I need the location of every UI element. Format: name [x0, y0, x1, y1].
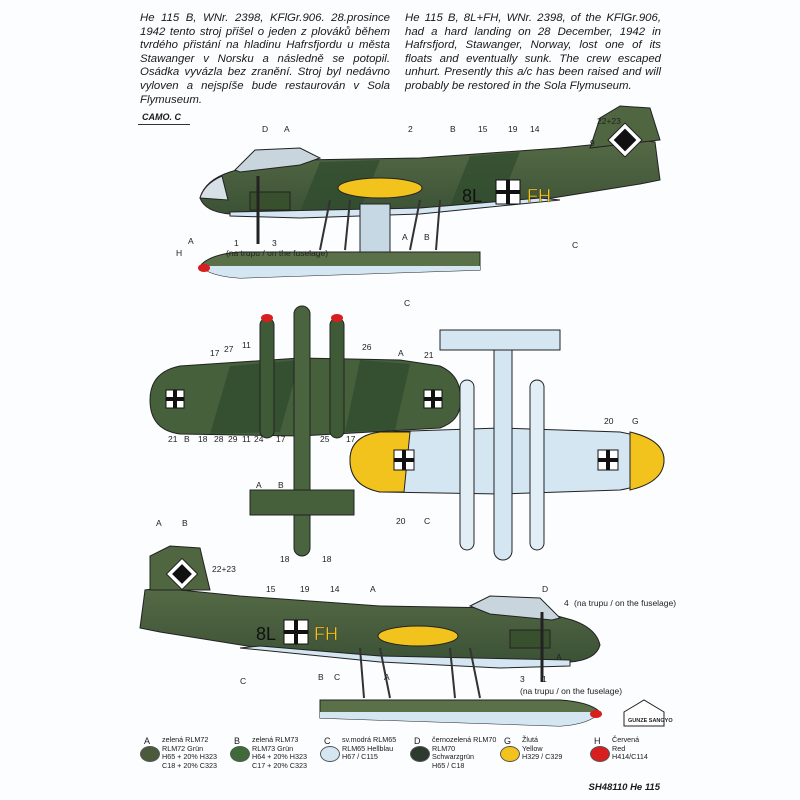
swatch-c	[320, 746, 340, 762]
code-fh-bottom: FH	[314, 624, 338, 644]
legend-g: G Žlutá Yellow H329 / C329	[500, 736, 588, 780]
svg-text:C: C	[424, 516, 431, 526]
svg-text:17: 17	[276, 434, 286, 444]
svg-text:11: 11	[242, 434, 251, 444]
svg-text:(na trupu / on the fuselage): (na trupu / on the fuselage)	[226, 248, 329, 258]
svg-text:D: D	[262, 124, 269, 134]
svg-text:20: 20	[396, 516, 406, 526]
swatch-b	[230, 746, 250, 762]
camo-label: CAMO. C	[142, 112, 181, 122]
svg-text:4: 4	[564, 598, 569, 608]
side-view-left	[176, 106, 660, 308]
svg-text:GUNZE SANGYO: GUNZE SANGYO	[628, 718, 673, 724]
svg-text:G: G	[632, 416, 639, 426]
svg-text:A: A	[284, 124, 290, 134]
legend-d: D černozelená RLM70 RLM70 Schwarzgrün H65 / C18	[410, 736, 498, 780]
svg-text:B: B	[450, 124, 456, 134]
svg-text:20: 20	[604, 416, 614, 426]
svg-text:15: 15	[266, 584, 276, 594]
legend-c: C sv.modrá RLM65 RLM65 Hellblau H67 / C115	[320, 736, 408, 780]
fin-serial-bottom: 22+23	[212, 564, 236, 574]
svg-text:18: 18	[322, 554, 332, 564]
svg-text:A: A	[398, 348, 404, 358]
svg-text:A: A	[556, 652, 562, 662]
svg-text:(na trupu / on the fuselage): (na trupu / on the fuselage)	[574, 598, 677, 608]
code-fh-top: FH	[527, 186, 551, 206]
svg-text:A: A	[156, 518, 162, 528]
svg-text:18: 18	[280, 554, 290, 564]
svg-text:H: H	[176, 248, 183, 258]
svg-text:A: A	[256, 480, 262, 490]
svg-text:21: 21	[424, 350, 434, 360]
svg-text:17: 17	[346, 434, 356, 444]
legend-h: H Červená Red H414/C114	[590, 736, 678, 780]
swatch-a	[140, 746, 160, 762]
svg-text:A: A	[402, 232, 408, 242]
svg-text:11: 11	[242, 340, 251, 350]
svg-text:B: B	[278, 480, 284, 490]
svg-text:B: B	[184, 434, 190, 444]
svg-text:C: C	[240, 676, 247, 686]
legend-b: B zelená RLM73 RLM73 Grün H64 + 20% H323 C17 + 20% C323	[230, 736, 318, 780]
svg-text:B: B	[318, 672, 324, 682]
svg-text:3: 3	[520, 674, 525, 684]
swatch-g	[500, 746, 520, 762]
intro-czech: He 115 B, WNr. 2398, KFlGr.906. 28.prosince 1942 tento stroj přišel o jeden z plováků během tvrdého přistání na hladinu Hafrsfjordu u města Stawanger v Norsku a následně se potopil. Osádka vyvázla bez zranění. Stroj byl nedávno vyloven a nejspíše bude restaurován v Sola Flymuseum.	[140, 12, 390, 106]
svg-text:9: 9	[590, 138, 595, 148]
svg-text:14: 14	[530, 124, 540, 134]
svg-text:C: C	[404, 298, 411, 308]
svg-text:26: 26	[362, 342, 372, 352]
svg-text:D: D	[542, 584, 549, 594]
swatch-d	[410, 746, 430, 762]
svg-text:B: B	[182, 518, 188, 528]
svg-text:24: 24	[254, 434, 264, 444]
svg-text:A: A	[384, 672, 390, 682]
intro-english: He 115 B, 8L+FH, WNr. 2398, of the KFlGr.906, had a hard landing on 28 December, 1942 in Hafrsfjord, Stawanger, Norway, lost one of its floats and eventually sunk. The crew escaped unhurt. Presently this a/c has been raised and will probably be restored in the Sola Flymuseum.	[405, 12, 661, 92]
svg-text:15: 15	[478, 124, 488, 134]
svg-text:(na trupu / on the fuselage): (na trupu / on the fuselage)	[520, 686, 623, 696]
swatch-h	[590, 746, 610, 762]
legend-a: A zelená RLM72 RLM72 Grün H65 + 20% H323 C18 + 20% C323	[140, 736, 228, 780]
svg-text:B: B	[424, 232, 430, 242]
svg-text:14: 14	[330, 584, 340, 594]
svg-text:19: 19	[300, 584, 310, 594]
svg-text:C: C	[572, 240, 579, 250]
svg-text:25: 25	[320, 434, 330, 444]
svg-text:1: 1	[234, 238, 239, 248]
svg-text:1: 1	[542, 674, 547, 684]
product-code: SH48110 He 115	[588, 782, 660, 793]
svg-text:A: A	[370, 584, 376, 594]
svg-text:C: C	[334, 672, 341, 682]
svg-text:17: 17	[210, 348, 220, 358]
svg-text:21: 21	[168, 434, 178, 444]
svg-text:3: 3	[272, 238, 277, 248]
svg-text:A: A	[188, 236, 194, 246]
side-view-right	[140, 518, 676, 726]
fin-serial-top: 22+23	[597, 116, 621, 126]
brand-logo	[624, 700, 673, 726]
svg-text:2: 2	[408, 124, 413, 134]
svg-text:29: 29	[228, 434, 238, 444]
svg-text:18: 18	[198, 434, 208, 444]
color-legend	[140, 736, 680, 780]
svg-text:27: 27	[224, 344, 234, 354]
svg-text:28: 28	[214, 434, 224, 444]
code-8l-top: 8L	[462, 186, 483, 206]
svg-text:19: 19	[508, 124, 518, 134]
code-8l-bottom: 8L	[256, 624, 277, 644]
